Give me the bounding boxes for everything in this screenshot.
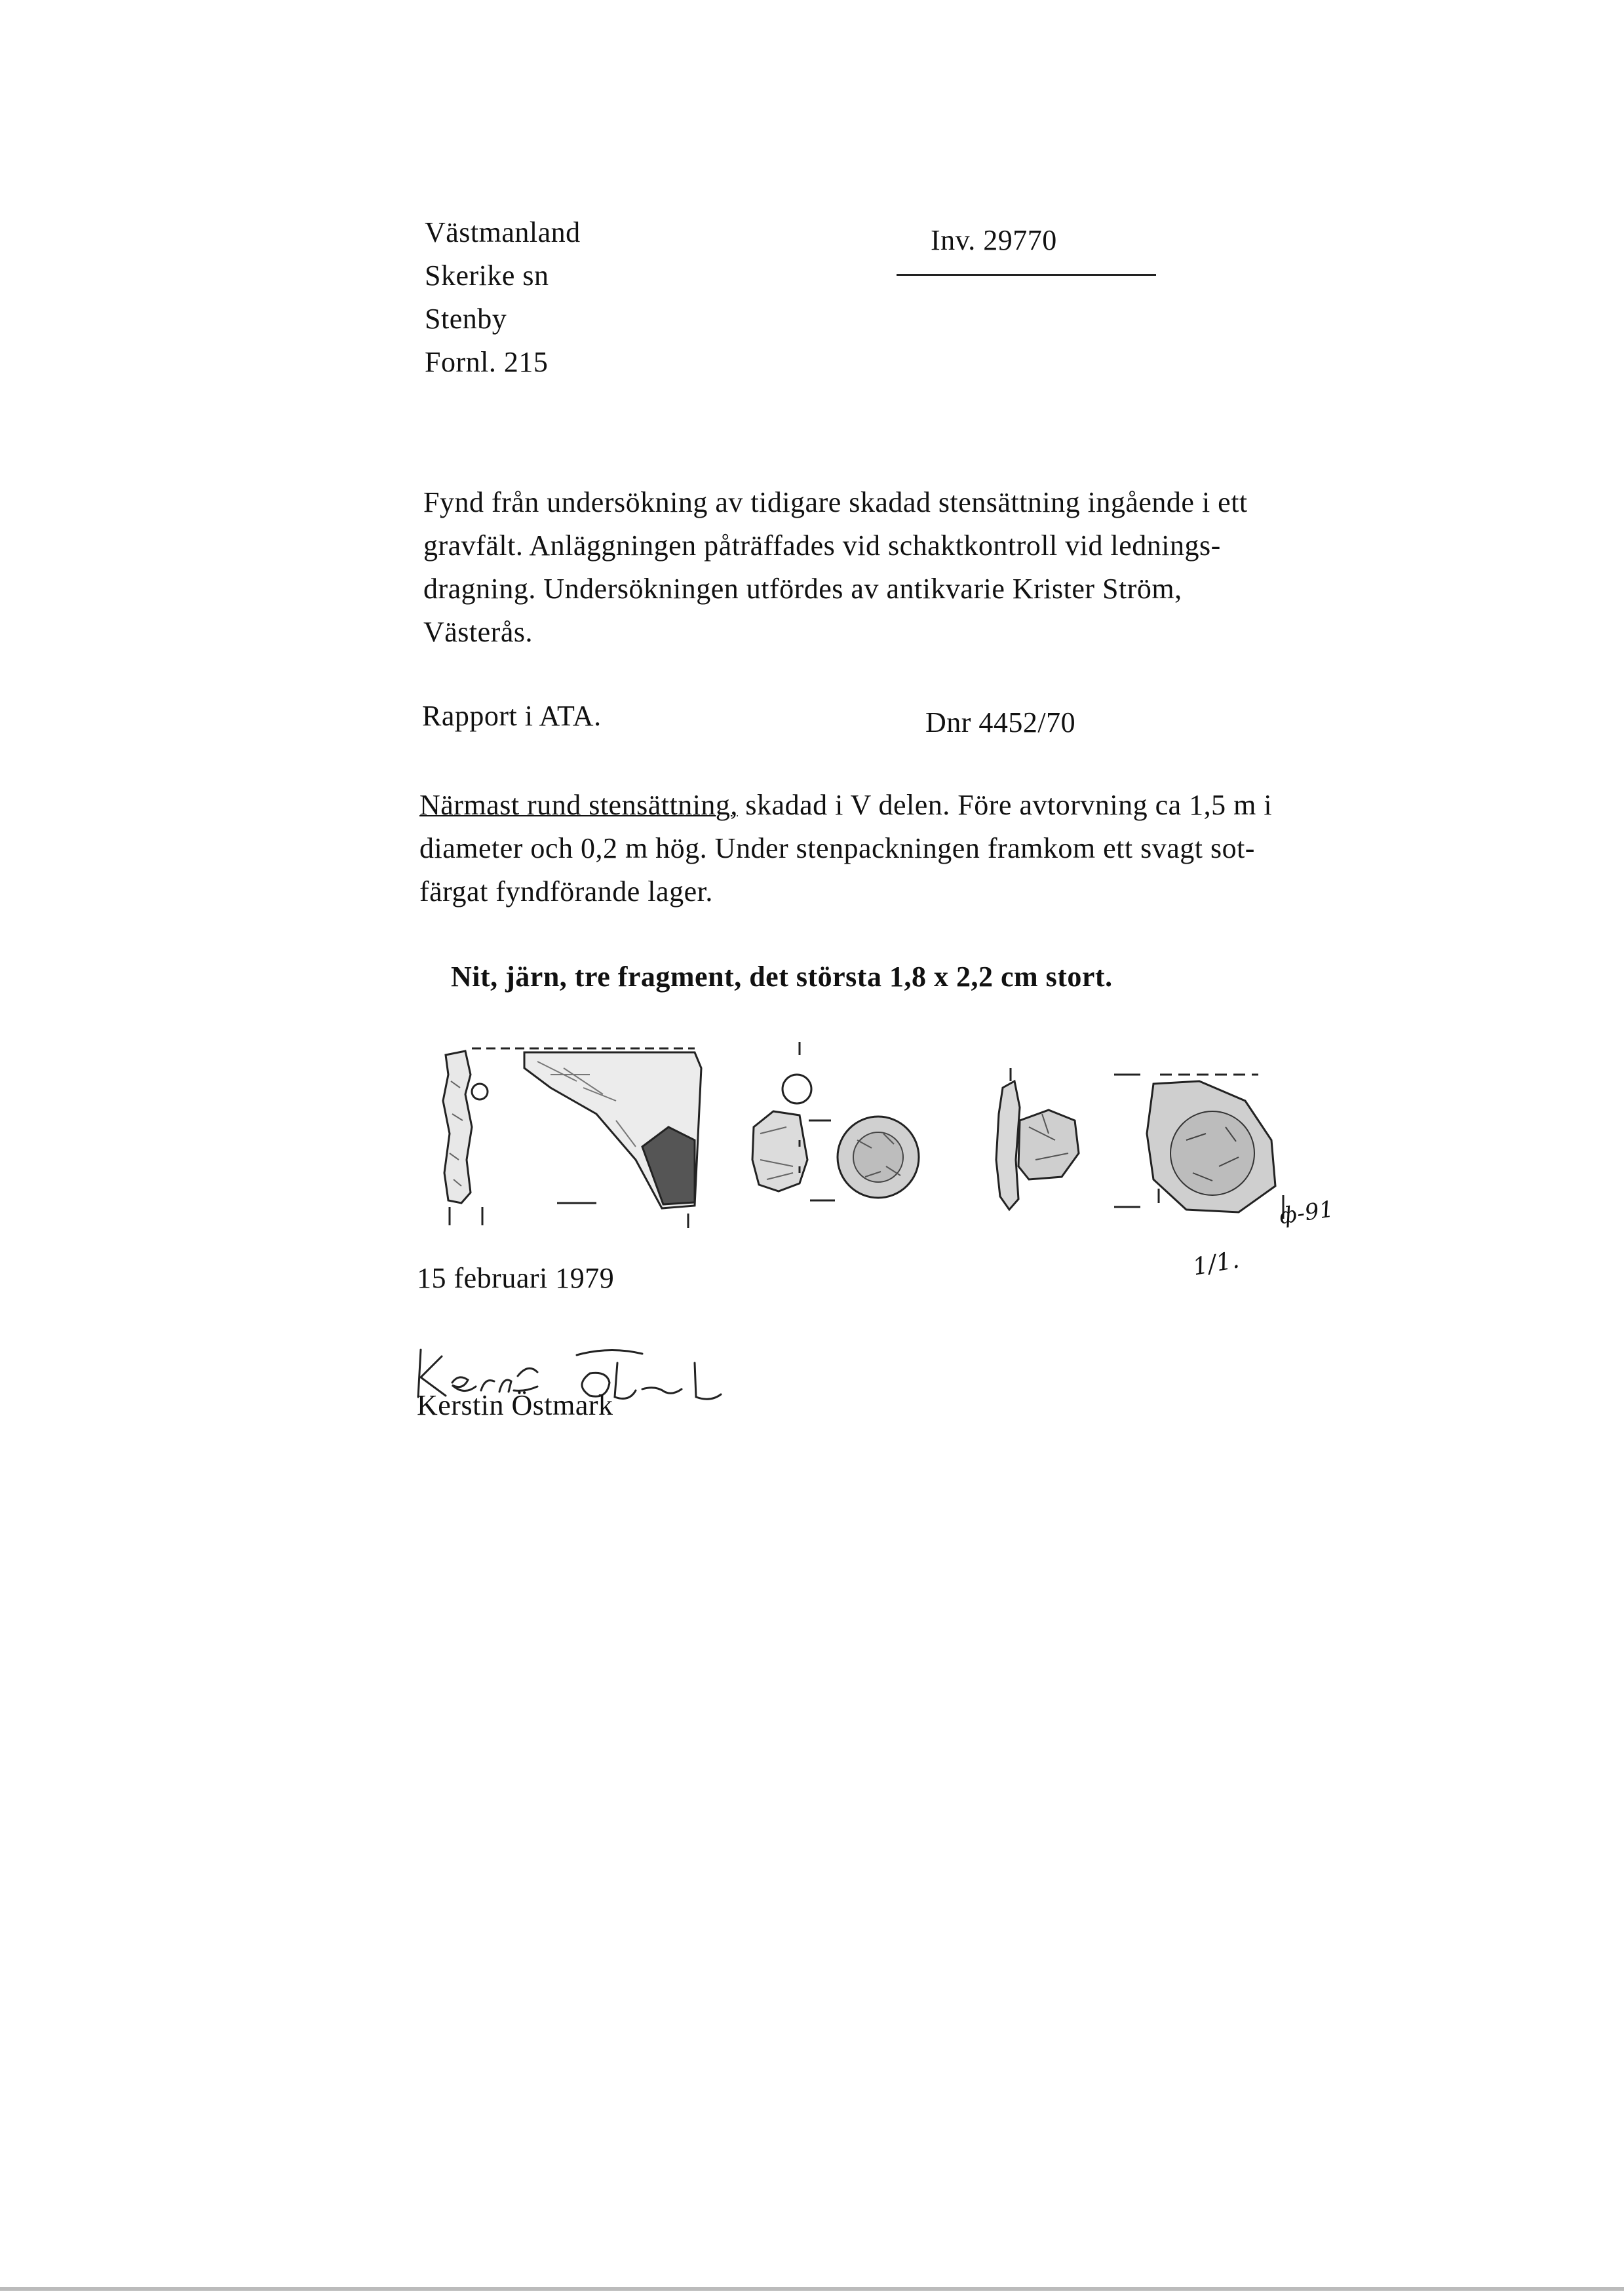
fragment-4-head-view (1114, 1075, 1283, 1219)
description-line: färgat fyndförande lager. (419, 875, 713, 908)
intro-line: gravfält. Anläggningen påträffades vid schaktkontroll vid lednings- (423, 529, 1221, 562)
fragment-1-side-view (443, 1051, 488, 1225)
fragment-2-views (752, 1042, 919, 1200)
description-paragraph (419, 784, 1272, 913)
rivet-fragments-drawing (419, 1029, 1350, 1265)
find-description: Nit, järn, tre fragment, det största 1,8 x 2,2 cm stort. (451, 961, 1113, 993)
location-ancient-monument: Fornl. 215 (425, 346, 549, 378)
document-date: 15 februari 1979 (417, 1262, 615, 1294)
inventory-number: Inv. 29770 (931, 224, 1057, 256)
scan-edge (0, 2287, 1624, 2291)
description-line1-rest: skadad i V delen. Före avtorvning ca 1,5 m i (737, 789, 1273, 821)
location-place: Stenby (425, 303, 507, 335)
signer-name: Kerstin Östmark (417, 1389, 613, 1421)
intro-paragraph (423, 481, 1248, 654)
description-lead: Närmast rund stensättning, (419, 789, 738, 821)
inventory-rule (897, 274, 1156, 276)
description-line: diameter och 0,2 m hög. Under stenpackningen framkom ett svagt sot- (419, 832, 1255, 864)
intro-line: Västerås. (423, 616, 533, 648)
report-label: Rapport i ATA. (422, 700, 602, 732)
fragment-3-side-view (996, 1068, 1079, 1210)
drawing-scale-note: 1/1. (1190, 1246, 1242, 1281)
intro-line: dragning. Undersökningen utfördes av antikvarie Krister Ström, (423, 573, 1182, 605)
location-parish: Skerike sn (425, 259, 549, 292)
dnr-number: Dnr 4452/70 (925, 706, 1076, 738)
location-province: Västmanland (425, 216, 581, 248)
fragment-1-top-view (472, 1048, 701, 1228)
drawing-initials-note: ф-91 (1277, 1196, 1336, 1230)
intro-line: Fynd från undersökning av tidigare skadad stensättning ingående i ett (423, 486, 1248, 518)
